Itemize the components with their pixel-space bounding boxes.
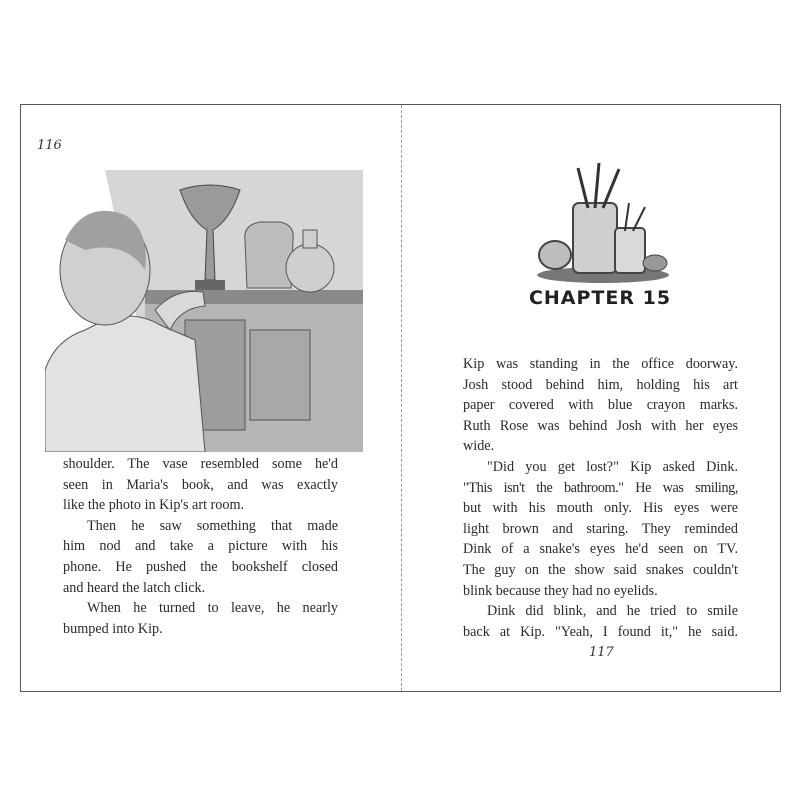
text-line: paper covered with blue crayon marks. [463,397,738,414]
text-line: blink because they had no eyelids. [463,582,658,599]
text-line: The guy on the show said snakes couldn't [463,561,738,578]
text-line: Dink did blink, and he tried to smile [487,603,738,620]
text-line: Josh stood behind him, holding his art [463,376,738,393]
text-line: back at Kip. "Yeah, I found it," he said. [463,623,738,640]
left-page-body [63,454,338,654]
right-page-number: 117 [589,645,614,660]
text-line: shoulder. The vase resembled some he'd [63,456,338,472]
text-line: seen in Maria's book, and was exactly [63,476,338,493]
chapter-icon-paint-jars [533,163,671,288]
page-gutter-divider [401,105,402,691]
chapter-title: CHAPTER 15 [528,287,672,309]
text-line: phone. He pushed the bookshelf closed [63,558,338,575]
left-page-number: 116 [37,138,62,153]
right-page-body [463,354,738,642]
text-line: bumped into Kip. [63,620,163,637]
illustration-boy-at-shelf [45,160,363,452]
text-line: and heard the latch click. [63,579,206,596]
book-spread [20,104,781,692]
text-line: but with his mouth only. His eyes were [463,500,738,517]
text-line: him nod and take a picture with his [63,538,338,555]
text-line: When he turned to leave, he nearly [87,600,338,617]
text-line: light brown and staring. They reminded [463,520,738,537]
text-line: like the photo in Kip's art room. [63,497,245,514]
text-line: Kip was standing in the office doorway. [463,356,738,372]
text-line: wide. [463,438,495,455]
text-line: Then he saw something that made [87,517,338,534]
text-line: Ruth Rose was behind Josh with her eyes [463,417,738,434]
text-line: Dink of a snake's eyes he'd seen on TV. [463,541,738,558]
text-line: "This isn't the bathroom." He was smiling, [463,479,738,496]
text-line: "Did you get lost?" Kip asked Dink. [487,458,738,475]
